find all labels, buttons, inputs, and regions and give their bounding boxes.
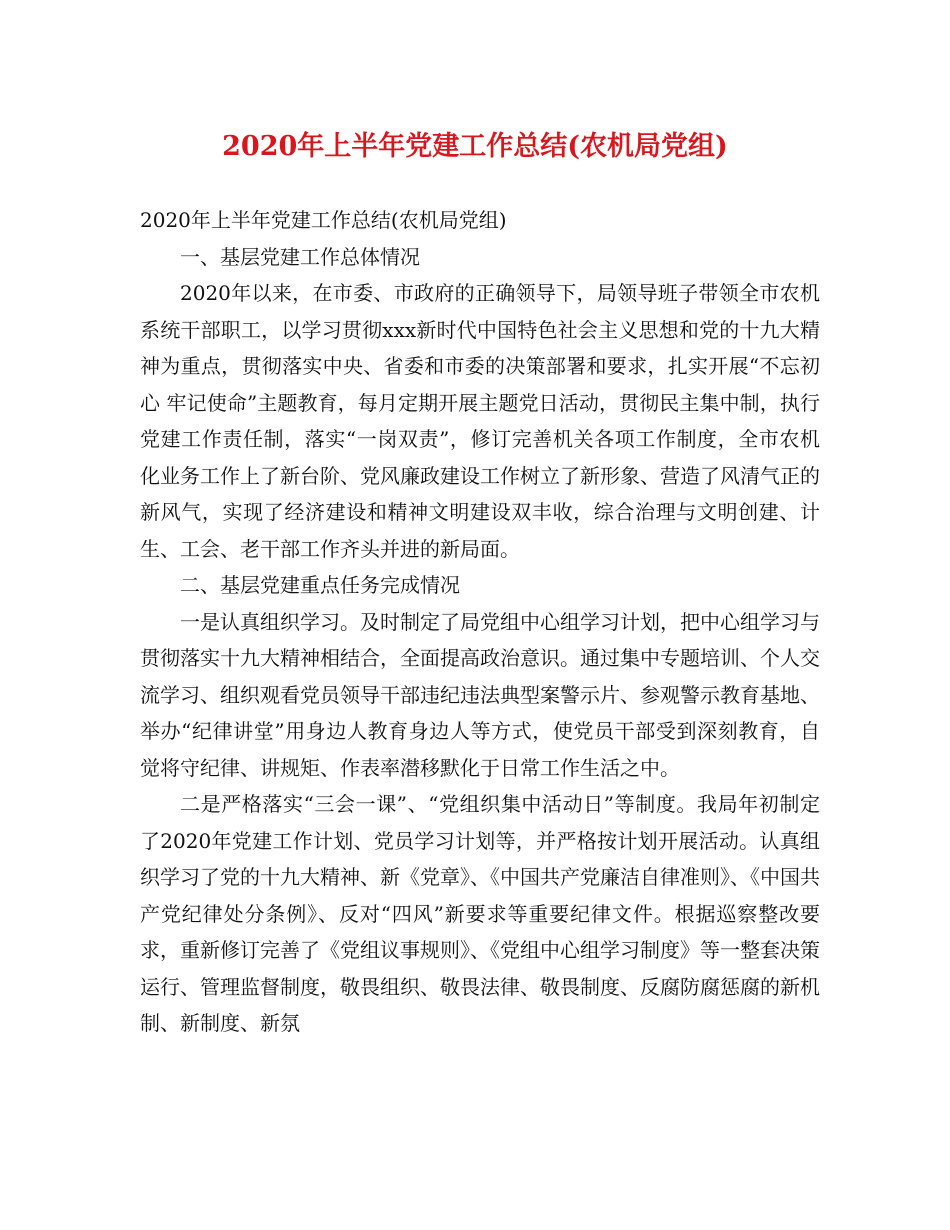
paragraph-system-implementation: 二是严格落实“三会一课”、“党组织集中活动日”等制度。我局年初制定了2020年党建工作计划、党员学习计划等，并严格按计划开展活动。认真组织学习了党的十九大精神、新《党章》、《中国共产党廉洁自律准则》、《中国共产党纪律处分条例》、反对“四风”新要求等重要纪律文件。根据巡察整改要求，重新修订完善了《党组议事规则》、《党组中心组学习制度》等一整套决策运行、管理监督制度，敬畏组织、敬畏法律、敬畏制度、反腐防腐惩腐的新机制、新制度、新氛	[140, 792, 820, 1035]
document-body	[140, 202, 820, 1042]
document-title: 2020年上半年党建工作总结(农机局党组)	[222, 131, 728, 162]
paragraph-study: 一是认真组织学习。及时制定了局党组中心组学习计划，把中心组学习与贯彻落实十九大精神相结合，全面提高政治意识。通过集中专题培训、个人交流学习、组织观看党员领导干部违纪违法典型案警示片、参观警示教育基地、举办“纪律讲堂”用身边人教育身边人等方式，使党员干部受到深刻教育，自觉将守纪律、讲规矩、作表率潜移默化于日常工作生活之中。	[140, 609, 820, 780]
paragraph-subtitle: 2020年上半年党建工作总结(农机局党组)	[140, 208, 507, 232]
paragraph-overall-situation: 2020年以来，在市委、市政府的正确领导下，局领导班子带领全市农机系统干部职工，以学习贯彻xxx新时代中国特色社会主义思想和党的十九大精神为重点，贯彻落实中央、省委和市委的决策部署和要求，扎实开展“不忘初心 牢记使命”主题教育，每月定期开展主题党日活动，贯彻民主集中制，执行党建工作责任制，落实“一岗双责”，修订完善机关各项工作制度，全市农机化业务工作上了新台阶、党风廉政建设工作树立了新形象、营造了风清气正的新风气，实现了经济建设和精神文明建设双丰收，综合治理与文明创建、计生、工会、老干部工作齐头并进的新局面。	[140, 281, 820, 561]
section-heading-overall: 一、基层党建工作总体情况	[180, 244, 420, 269]
section-heading-key-tasks: 二、基层党建重点任务完成情况	[180, 573, 460, 597]
